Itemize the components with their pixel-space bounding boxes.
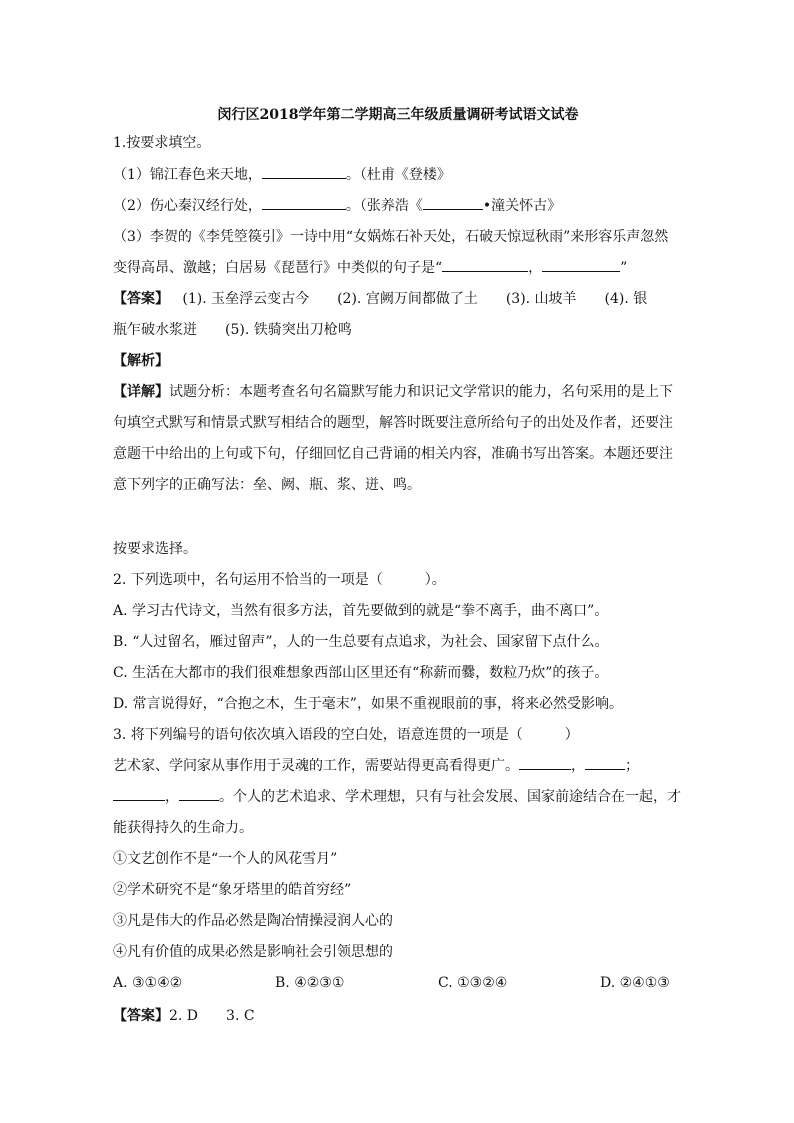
q3-stem: 3. 将下列编号的语句依次填入语段的空白处，语意连贯的一项是（ ） bbox=[113, 727, 579, 743]
analysis-label: 【解析】 bbox=[113, 353, 169, 369]
q3-answer: 【答案】2. D 3. C bbox=[113, 1008, 255, 1024]
q1-part3-line1: （3）李贺的《李凭箜篌引》一诗中用“女娲炼石补天处，石破天惊逗秋雨”来形容乐声忽然 bbox=[113, 229, 669, 245]
detail-line2: 句填空式默写和情景式默写相结合的题型，解答时既要注意所给句子的出处及作者，还要注 bbox=[113, 415, 673, 431]
blank-3 bbox=[423, 197, 483, 210]
blank-1 bbox=[262, 166, 346, 179]
q3-option-c: C. ①③②④ bbox=[438, 975, 508, 991]
q3-passage-line3: 能获得持久的生命力。 bbox=[113, 820, 253, 836]
q3-option-d: D. ②④①③ bbox=[600, 975, 670, 991]
q1-answer-line2: 瓶乍破水浆迸 (5). 铁骑突出刀枪鸣 bbox=[113, 322, 352, 338]
q2-option-b: B. “人过留名，雁过留声”，人的一生总要有点追求，为社会、国家留下点什么。 bbox=[113, 634, 609, 650]
q3-item-1: ①文艺创作不是“一个人的风花雪月” bbox=[113, 851, 338, 867]
section2-heading: 按要求选择。 bbox=[113, 541, 197, 557]
answer-label-2: 【答案】 bbox=[113, 1008, 169, 1024]
q3-option-a: A. ③①④② bbox=[113, 975, 183, 991]
blank-7 bbox=[585, 757, 625, 770]
q3-option-b: B. ④②③① bbox=[275, 975, 345, 991]
q1-part3-line2: 变得高昂、激越；白居易《琵琶行》中类似的句子是“ ， ” bbox=[113, 260, 628, 276]
q1-answer-line1: 【答案】 (1). 玉垒浮云变古今 (2). 宫阙万间都做了土 (3). 山坡羊 (4). 银 bbox=[113, 291, 648, 307]
detail-line3: 意题干中给出的上句或下句，仔细回忆自己背诵的相关内容，准确书写出答案。本题还要注 bbox=[113, 446, 673, 462]
q2-option-d: D. 常言说得好，“合抱之木，生于毫末”，如果不重视眼前的事，将来必然受影响。 bbox=[113, 696, 623, 712]
detail-label: 【详解】 bbox=[113, 384, 169, 400]
q1-heading: 1.按要求填空。 bbox=[113, 135, 211, 151]
blank-5 bbox=[542, 259, 620, 272]
q3-item-2: ②学术研究不是“象牙塔里的皓首穷经” bbox=[113, 882, 352, 898]
answer-label: 【答案】 bbox=[113, 291, 169, 307]
q2-option-c: C. 生活在大都市的我们很难想象西部山区里还有“称薪而爨，数粒乃炊”的孩子。 bbox=[113, 665, 609, 681]
blank-2 bbox=[262, 197, 346, 210]
q2-option-a: A. 学习古代诗文，当然有很多方法，首先要做到的就是“拳不离手，曲不离口”。 bbox=[113, 603, 609, 619]
q1-part1: （1）锦江春色来天地， 。（杜甫《登楼》 bbox=[113, 167, 451, 183]
page-title: 闵行区2018学年第二学期高三年级质量调研考试语文试卷 bbox=[217, 107, 579, 123]
detail-line1: 【详解】试题分析：本题考查名句名篇默写能力和识记文学常识的能力，名句采用的是上下 bbox=[113, 384, 673, 400]
detail-line4: 意下列字的正确写法：垒、阙、瓶、浆、迸、鸣。 bbox=[113, 477, 421, 493]
blank-4 bbox=[442, 259, 528, 272]
q3-item-4: ④凡有价值的成果必然是影响社会引领思想的 bbox=[113, 944, 393, 960]
blank-6 bbox=[519, 757, 571, 770]
q3-item-3: ③凡是伟大的作品必然是陶冶情操浸润人心的 bbox=[113, 913, 393, 929]
q1-part2: （2）伤心秦汉经行处， 。（张养浩《 •潼关怀古》 bbox=[113, 198, 562, 214]
q2-stem: 2. 下列选项中，名句运用不恰当的一项是（ ）。 bbox=[113, 572, 446, 588]
q3-passage-line2: ， 。个人的艺术追求、学术理想，只有与社会发展、国家前途结合在一起，才 bbox=[113, 788, 683, 806]
blank-9 bbox=[179, 788, 219, 801]
blank-8 bbox=[113, 788, 165, 801]
q3-passage-line1: 艺术家、学问家从事作用于灵魂的工作，需要站得更高看得更广。 ， ； bbox=[113, 758, 639, 774]
